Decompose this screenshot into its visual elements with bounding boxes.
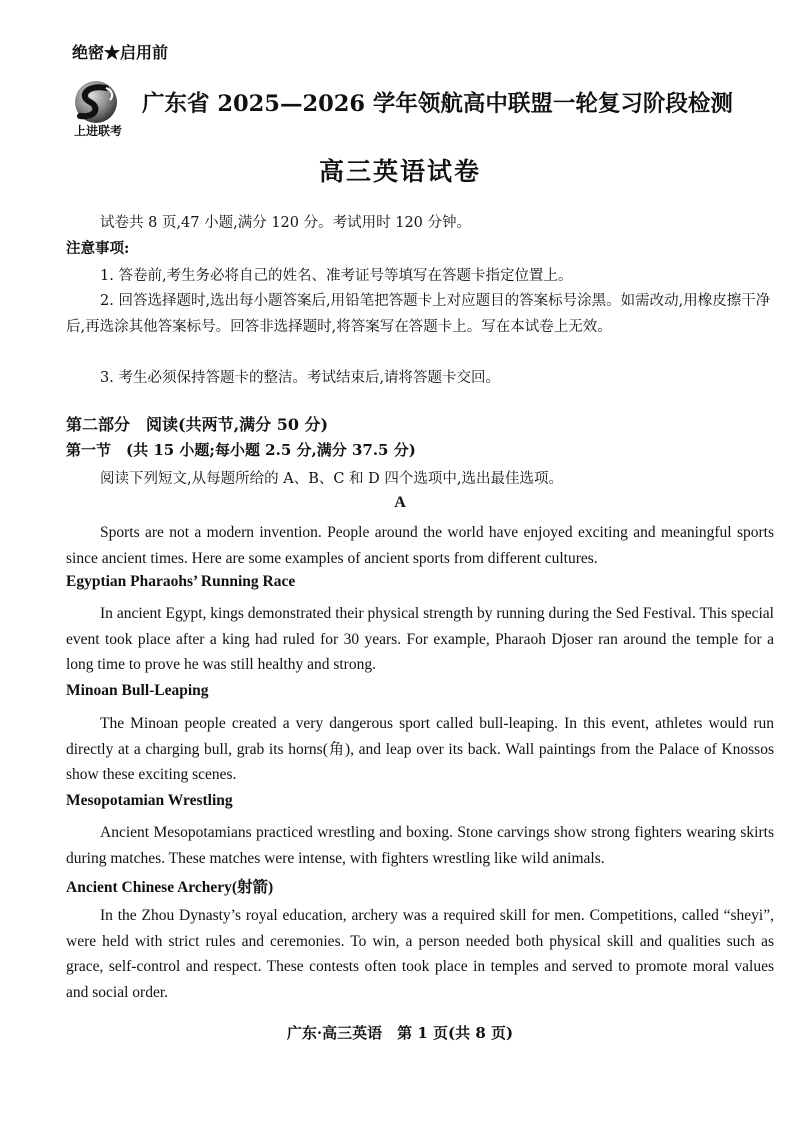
subject-title: 高三英语试卷 [318,157,481,186]
notes-label: 注意事项: [66,240,130,257]
passage-paragraph: The Minoan people created a very dangerous sport called bull-leaping. In this event, athletes would run directly at a charging bull, grab its horns(角), and leap over its back. Wall paintings from the Palace of Knossos show these exciting scenes. [66,715,774,784]
exam-info: 试卷共 8 页,47 小题,满分 120 分。考试用时 120 分钟。 [100,215,472,231]
passage-heading: Minoan Bull-Leaping [66,682,209,699]
exam-title: 广东省 2025—2026 学年领航高中联盟一轮复习阶段检测 [142,91,733,117]
note-item: 1. 答卷前,考生务必将自己的姓名、准考证号等填写在答题卡指定位置上。 [100,268,573,284]
passage-paragraph: In the Zhou Dynasty’s royal education, archery was a required skill for men. Competitions, called “sheyi”, were held with strict rules and ceremonies. To win, a person needed both physical skill and qualities such as grace, self-control and respect. These contests often took place in temples and served to promote moral values and social order. [66,907,774,1002]
note-item: 2. 回答选择题时,选出每小题答案后,用铅笔把答题卡上对应题目的答案标号涂黑。如需改动,用橡皮擦干净后,再选涂其他答案标号。回答非选择题时,将答案写在答题卡上。写在本试卷上无效。 [66,293,771,335]
part-title: 第二部分 阅读(共两节,满分 50 分) [66,415,329,434]
section-title: 第一节 (共 15 小题;每小题 2.5 分,满分 37.5 分) [66,441,416,459]
passage-intro: Sports are not a modern invention. People around the world have enjoyed exciting and meaningful sports since ancient times. Here are some examples of ancient sports from different cultures. [66,524,774,567]
passage-heading: Mesopotamian Wrestling [66,792,233,809]
confidential-label: 绝密★启用前 [72,43,169,62]
reading-directions: 阅读下列短文,从每题所给的 A、B、C 和 D 四个选项中,选出最佳选项。 [100,471,563,487]
passage-paragraph: Ancient Mesopotamians practiced wrestling and boxing. Stone carvings show strong fighters wearing skirts during matches. These matches were intense, with fighters wrestling like wild animals. [66,824,774,867]
passage-paragraph: In ancient Egypt, kings demonstrated their physical strength by running during the Sed Festival. This special event took place after a king had ruled for 30 years. For example, Pharaoh Djoser ran around the temple for a long time to prove he was still healthy and strong. [66,605,774,674]
passage-heading: Ancient Chinese Archery(射箭) [66,879,274,896]
note-item: 3. 考生必须保持答题卡的整洁。考试结束后,请将答题卡交回。 [100,370,501,386]
logo-text: 上进联考 [73,124,122,138]
passage-letter: A [394,494,406,511]
passage-heading: Egyptian Pharaohs’ Running Race [66,573,296,590]
page-footer: 广东·高三英语 第 1 页(共 8 页) [286,1024,514,1042]
